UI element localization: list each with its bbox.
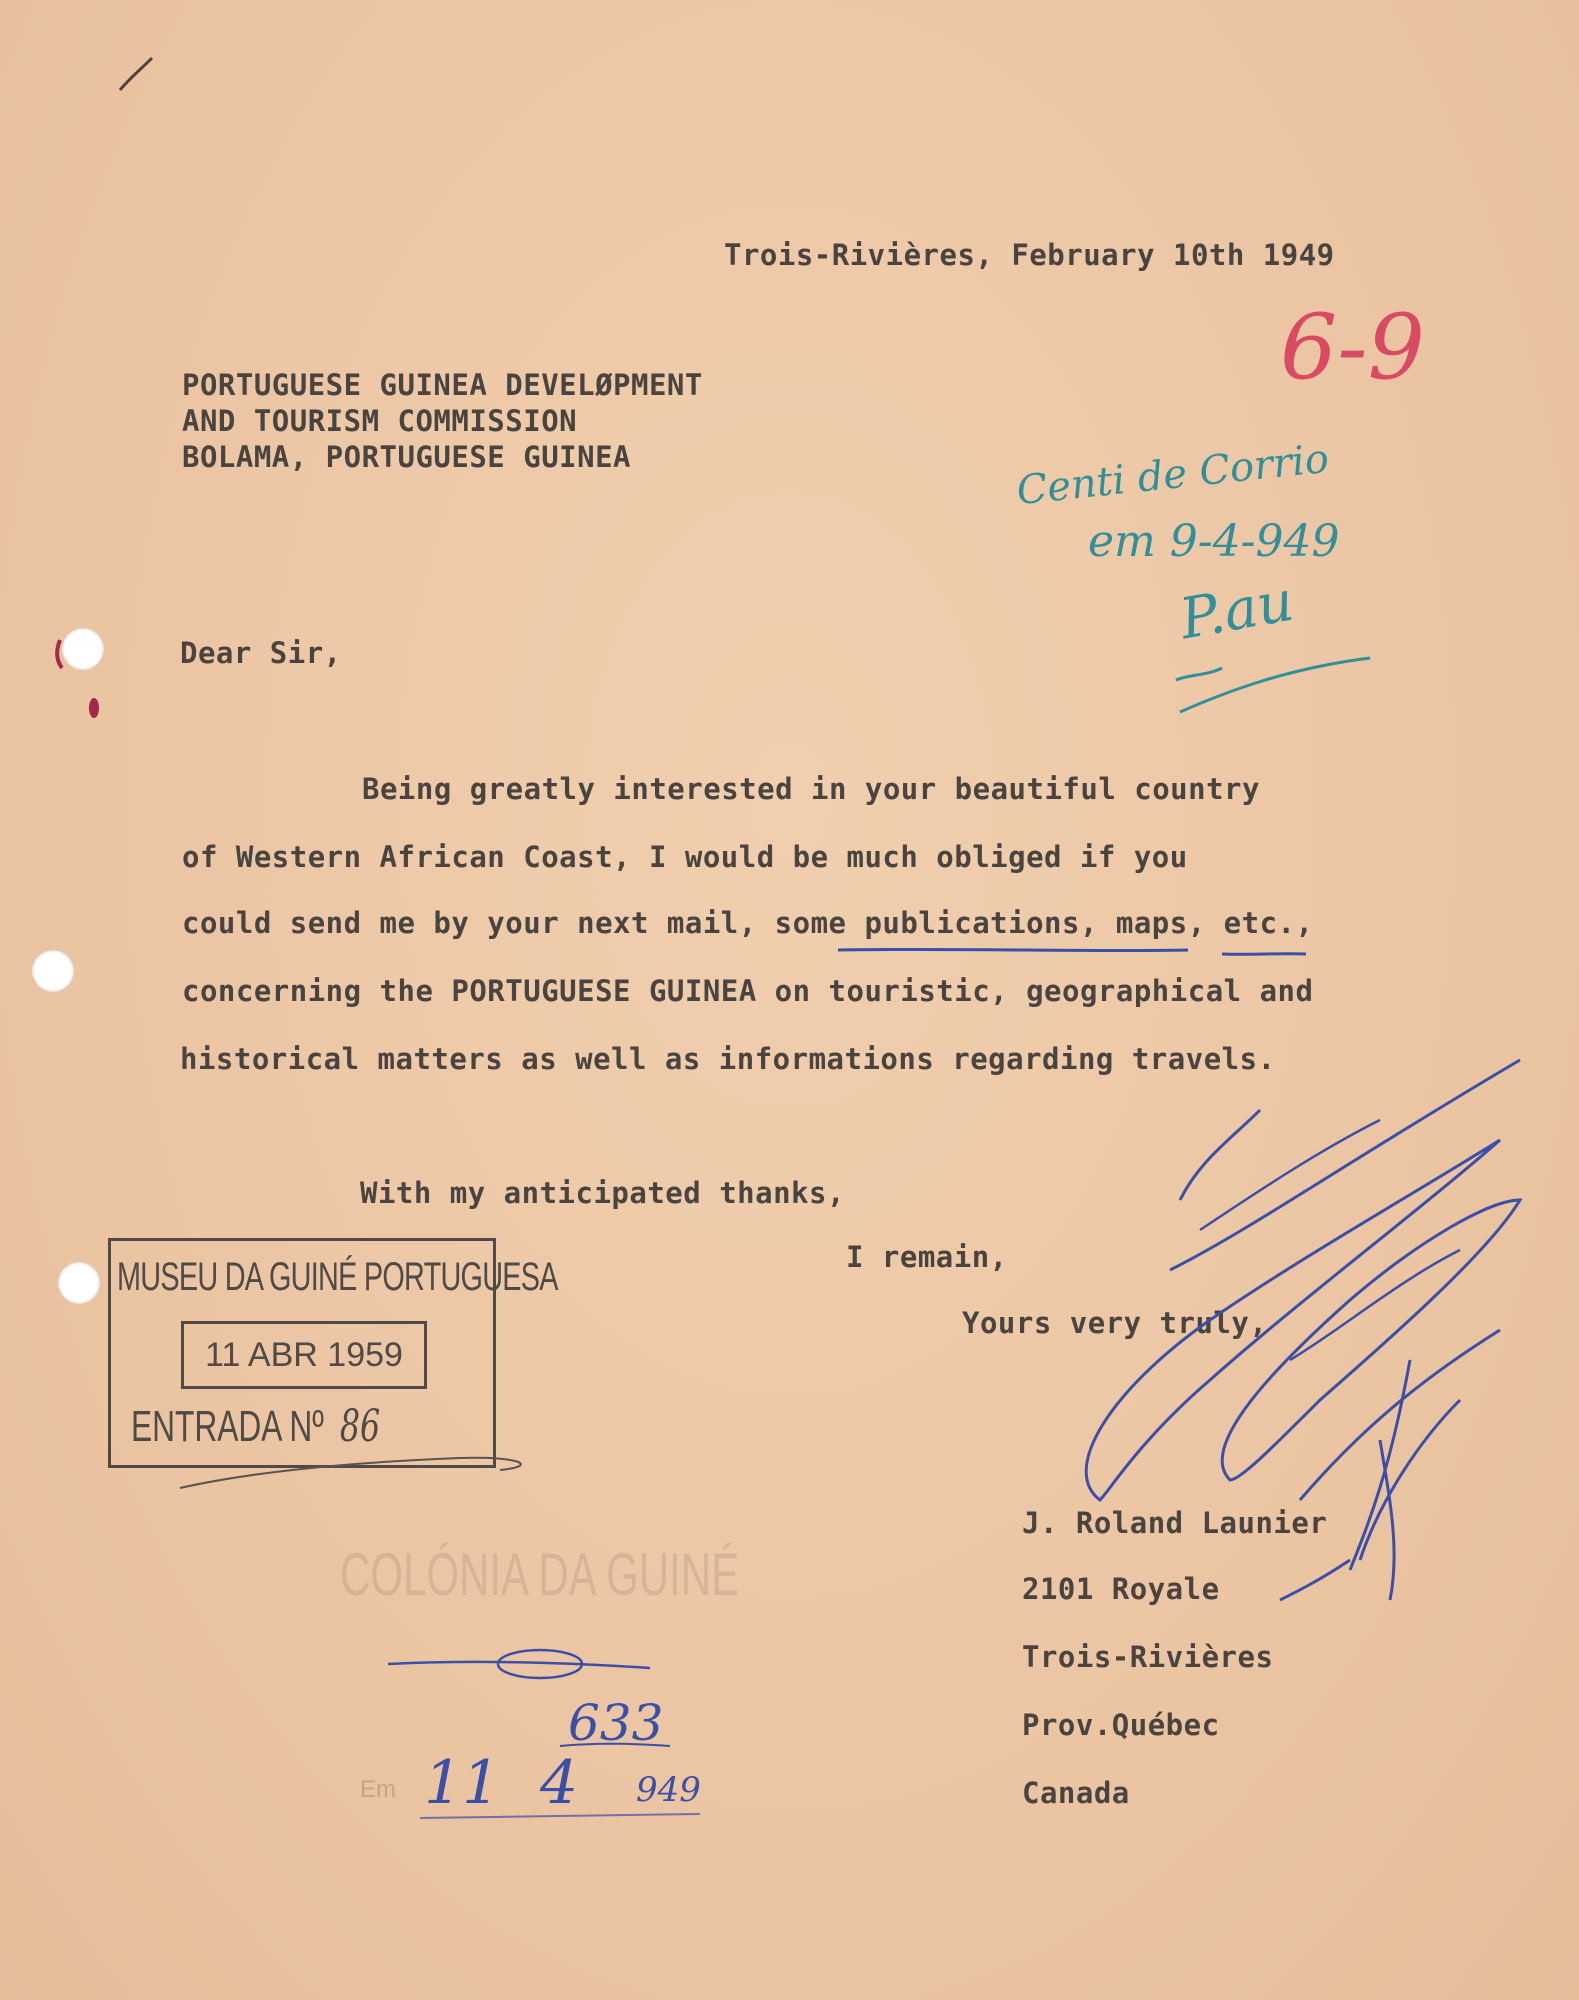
- stamp-title: MUSEU DA GUINÉ PORTUGUESA: [117, 1255, 558, 1299]
- recipient-line-3: BOLAMA, PORTUGUESE GUINEA: [182, 440, 631, 474]
- stamp-entry-number: 86: [339, 1401, 381, 1452]
- signature-loop-large: [1086, 1140, 1500, 1500]
- stamp-entry-label: ENTRADA Nº: [131, 1402, 324, 1451]
- signature-stroke-1: [1180, 1110, 1260, 1200]
- red-margin-mark-1: [89, 698, 99, 718]
- signature-stroke-9: [1290, 1250, 1460, 1360]
- stamp-date: 11 ABR 1959: [181, 1321, 427, 1389]
- teal-flourish: [1180, 658, 1370, 712]
- registry-year: 949: [636, 1770, 701, 1810]
- thanks-line: With my anticipated thanks,: [360, 1176, 845, 1210]
- recipient-line-2: AND TOURISM COMMISSION: [182, 404, 578, 438]
- signature-stroke-7: [1280, 1560, 1350, 1600]
- body-line-1: Being greatly interested in your beautiful country: [362, 772, 1260, 806]
- red-reference-number: 6-9: [1280, 295, 1425, 400]
- sender-street: 2101 Royale: [1022, 1572, 1220, 1606]
- signature-loop-second: [1222, 1200, 1520, 1480]
- remain-line: I remain,: [846, 1240, 1008, 1274]
- registry-underline: [560, 1744, 670, 1746]
- sender-city: Trois-Rivières: [1022, 1640, 1274, 1674]
- body-line-5: historical matters as well as informations regarding travels.: [180, 1042, 1276, 1076]
- red-margin-mark-2: [57, 640, 62, 668]
- registry-em-label: Em: [360, 1776, 396, 1803]
- teal-note-line-1: Centi de Corrio: [1014, 435, 1331, 515]
- closing-line: Yours very truly,: [962, 1306, 1268, 1340]
- teal-note-line-2: em 9-4-949: [1088, 516, 1340, 567]
- body-line-3: could send me by your next mail, some publications, maps, etc.,: [182, 906, 1314, 940]
- signature-stroke-2: [1170, 1060, 1520, 1270]
- dateline: Trois-Rivières, February 10th 1949: [724, 238, 1335, 272]
- sender-province: Prov.Québec: [1022, 1708, 1220, 1742]
- body-line-4: concerning the PORTUGUESE GUINEA on touristic, geographical and: [182, 974, 1314, 1008]
- signature-stroke-5: [1350, 1360, 1410, 1570]
- faint-colonial-stamp: COLÓNIA DA GUINÉ: [340, 1541, 740, 1608]
- recipient-line-1: PORTUGUESE GUINEA DEVELØPMENT: [182, 368, 703, 402]
- stamp-signature-flourish: [180, 1458, 521, 1488]
- underline-publications: [838, 949, 1188, 950]
- registry-date-underline: [420, 1814, 700, 1818]
- sender-country: Canada: [1022, 1776, 1130, 1810]
- pencil-mark-top-left: [120, 58, 152, 90]
- sender-name: J. Roland Launier: [1022, 1506, 1328, 1540]
- registry-day: 11: [424, 1748, 501, 1818]
- registry-month: 4: [540, 1748, 579, 1818]
- underline-maps: [1222, 954, 1306, 955]
- registry-line: [388, 1662, 650, 1668]
- signature-stroke-8: [1200, 1120, 1380, 1230]
- registry-number: 633: [568, 1694, 664, 1752]
- teal-initials: P.au: [1175, 568, 1299, 653]
- salutation: Dear Sir,: [180, 636, 342, 670]
- body-line-2: of Western African Coast, I would be much obliged if you: [182, 840, 1188, 874]
- teal-tick: [1176, 668, 1222, 680]
